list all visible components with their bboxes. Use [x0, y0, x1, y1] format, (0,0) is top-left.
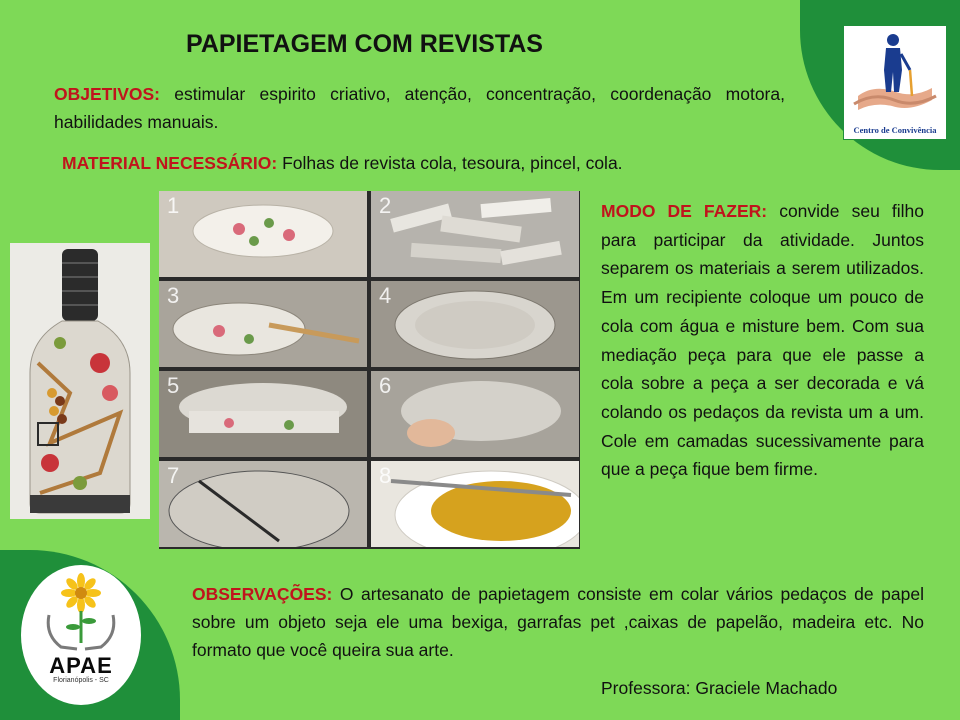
step-number: 6	[379, 373, 392, 398]
wrapped-bowl-illustration	[159, 371, 367, 457]
hand-wrapping-illustration	[371, 371, 579, 457]
page-title: PAPIETAGEM COM REVISTAS	[186, 30, 543, 58]
magazine-strips-illustration	[371, 191, 579, 277]
apae-logo	[21, 565, 141, 705]
centro-convivencia-logo	[843, 25, 947, 140]
step-photo	[159, 191, 367, 277]
objetivos-paragraph	[54, 80, 785, 136]
observacoes-paragraph	[192, 580, 924, 664]
step-photo	[371, 281, 579, 367]
papered-bowl-illustration	[159, 461, 367, 547]
observacoes-label: OBSERVAÇÕES:	[192, 584, 333, 604]
step-number: 3	[167, 283, 180, 308]
step-number: 4	[379, 283, 392, 308]
step-number: 7	[167, 463, 180, 488]
material-paragraph	[62, 149, 762, 177]
covered-bowl-illustration	[371, 281, 579, 367]
step-photo	[371, 191, 579, 277]
step-number: 1	[167, 193, 180, 218]
step-photo-grid	[159, 191, 580, 549]
observacoes-text: O artesanato de papietagem consiste em colar vários pedaços de papel sobre um objeto seja ele uma bexiga, garrafas pet ,caixas de papelão, madeira etc. No formato que você queira sua arte.	[192, 584, 924, 660]
flower-hands-icon	[21, 565, 141, 655]
bowl-floral-illustration	[159, 191, 367, 277]
modo-text: convide seu filho para participar da atividade. Juntos separem os materiais a serem utilizados. Em um recipiente coloque um pouco de cola com água e misture bem. Com sua mediação peça para que ele passe a cola sobre a peça a ser decorada e vá colando os pedaços da revista um a um. Cole em camadas sucessivamente para que a peça fique bem firme.	[601, 201, 924, 480]
material-label: MATERIAL NECESSÁRIO:	[62, 153, 278, 173]
modo-label: MODO DE FAZER:	[601, 201, 768, 221]
step-photo	[159, 281, 367, 367]
bottle-illustration	[10, 243, 150, 519]
apae-city: Florianópolis - SC	[53, 677, 109, 684]
step-number: 2	[379, 193, 392, 218]
apae-brand: APAE	[49, 653, 113, 678]
step-photo	[159, 371, 367, 457]
decorated-bottle-photo	[10, 243, 150, 519]
centro-convivencia-caption: Centro de Convivência	[853, 125, 937, 135]
step-photo	[371, 461, 579, 547]
objetivos-text: estimular espirito criativo, atenção, concentração, coordenação motora, habilidades manuais.	[54, 84, 785, 132]
modo-de-fazer-paragraph	[601, 197, 924, 484]
step-photo	[371, 371, 579, 457]
material-text: Folhas de revista cola, tesoura, pincel, cola.	[282, 153, 623, 173]
step-photo	[159, 461, 367, 547]
gluing-bowl-illustration	[159, 281, 367, 367]
professora-credit: Professora: Graciele Machado	[601, 678, 838, 698]
step-number: 8	[379, 463, 392, 488]
step-number: 5	[167, 373, 180, 398]
glue-bowl-illustration	[371, 461, 579, 547]
objetivos-label: OBJETIVOS:	[54, 84, 160, 104]
elderly-person-icon	[844, 26, 946, 121]
